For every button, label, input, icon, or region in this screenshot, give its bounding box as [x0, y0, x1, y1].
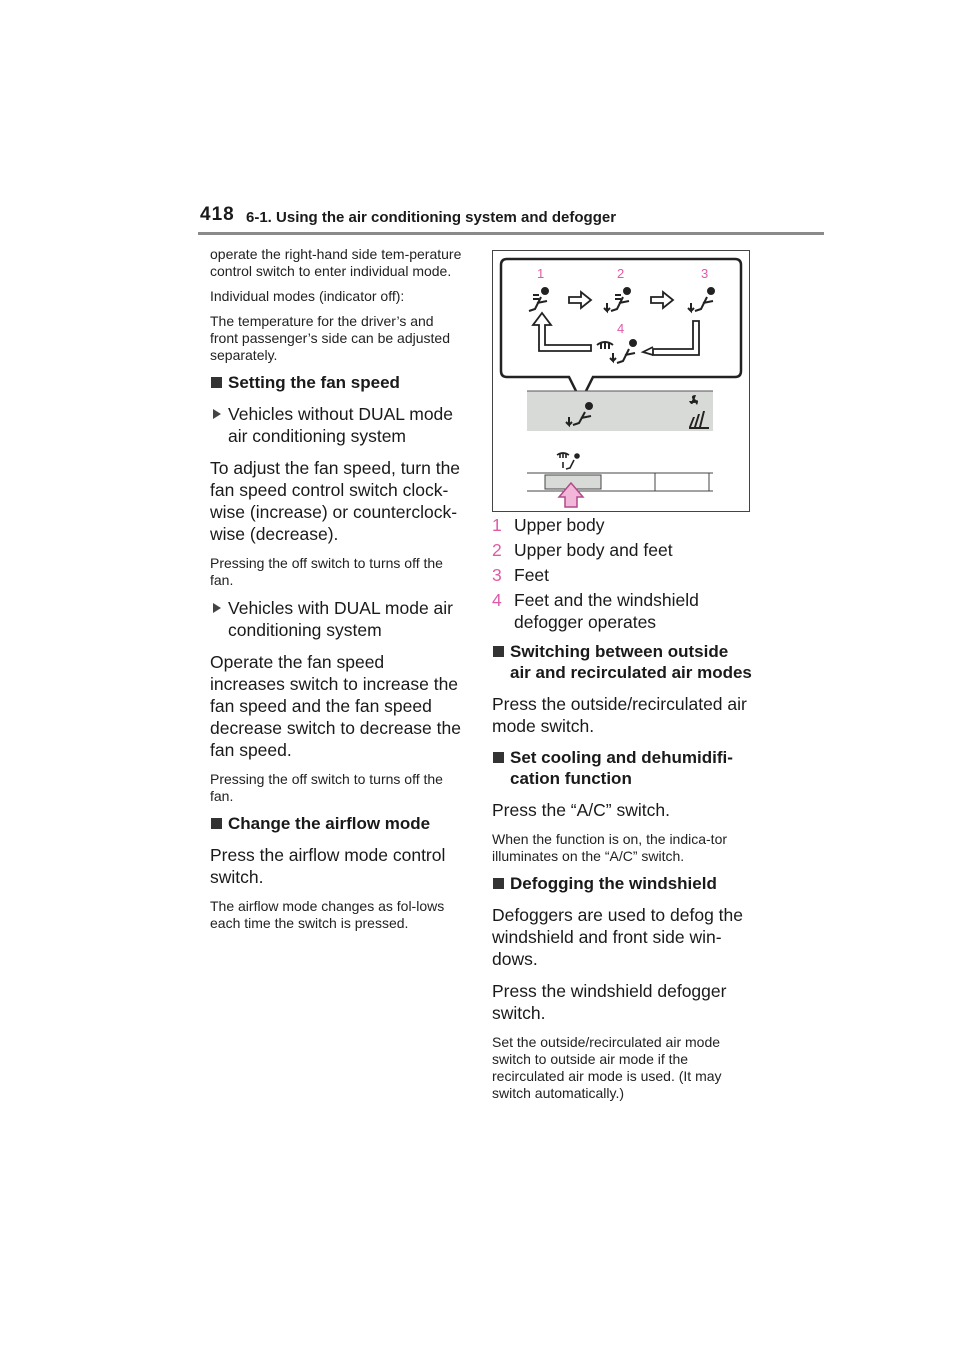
item-number: 1: [492, 515, 502, 535]
paragraph: Defoggers are used to defog the windshield and front side win-dows.: [492, 905, 744, 969]
item-text: Upper body and feet: [514, 540, 673, 560]
airflow-mode-list: [492, 514, 752, 633]
triangle-bullet-icon: [213, 409, 221, 419]
list-item: [492, 564, 752, 586]
paragraph: Operate the fan speed increases switch to increase the fan speed and the fan speed decrease switch to decrease the fan speed.: [210, 652, 461, 760]
item-text: Feet and the windshield defogger operates: [514, 590, 699, 632]
paragraph: Individual modes (indicator off):: [210, 288, 405, 304]
left-column: [210, 246, 462, 940]
label-4: 4: [617, 321, 625, 336]
item-text: Feet: [514, 565, 550, 585]
label-2: 2: [617, 266, 625, 281]
heading-switching-air-modes: Switching between outside air and recirculated air modes: [492, 641, 752, 683]
feet-windshield-vent-icon: [557, 453, 579, 469]
list-item: [492, 589, 752, 633]
subheading-with-dual: [210, 597, 462, 641]
heading-airflow-mode: Change the airflow mode: [210, 813, 462, 834]
page-number: 418: [200, 204, 235, 225]
subheading-without-dual: [210, 403, 462, 447]
item-number: 4: [492, 590, 502, 610]
list-item: [492, 539, 752, 561]
display-panel: [527, 391, 713, 431]
heading-cooling: Set cooling and dehumidifi-cation function: [492, 747, 752, 789]
subheading-text: Vehicles with DUAL mode air conditioning system: [228, 598, 454, 640]
triangle-bullet-icon: [213, 603, 221, 613]
heading-fan-speed: Setting the fan speed: [210, 372, 462, 393]
right-column: [492, 514, 752, 1110]
paragraph: Press the “A/C” switch.: [492, 800, 670, 820]
paragraph: Press the windshield defogger switch.: [492, 981, 727, 1023]
paragraph: Pressing the off switch to turns off the fan.: [210, 555, 443, 588]
heading-defogging: Defogging the windshield: [492, 873, 752, 894]
page-header: [198, 202, 824, 238]
paragraph: Press the outside/recirculated air mode switch.: [492, 694, 747, 736]
paragraph: When the function is on, the indica-tor illuminates on the “A/C” switch.: [492, 831, 728, 864]
item-number: 3: [492, 565, 502, 585]
paragraph: Press the airflow mode control switch.: [210, 845, 446, 887]
paragraph: To adjust the fan speed, turn the fan speed control switch clock-wise (increase) or counterclock-wise (decrease).: [210, 458, 461, 544]
item-text: Upper body: [514, 515, 605, 535]
paragraph: The airflow mode changes as fol-lows each time the switch is pressed.: [210, 898, 445, 931]
paragraph: operate the right-hand side tem-perature control switch to enter individual mode.: [210, 246, 462, 279]
item-number: 2: [492, 540, 502, 560]
subheading-text: Vehicles without DUAL mode air conditioning system: [228, 404, 454, 446]
list-item: [492, 514, 752, 536]
airflow-diagram: [493, 251, 749, 511]
label-1: 1: [537, 266, 545, 281]
label-3: 3: [701, 266, 709, 281]
paragraph: Set the outside/recirculated air mode switch to outside air mode if the recirculated air mode is used. (It may switch automatically.): [492, 1034, 722, 1101]
section-title: 6-1. Using the air conditioning system and defogger: [246, 209, 617, 226]
paragraph: The temperature for the driver’s and front passenger’s side can be adjusted separately.: [210, 313, 450, 363]
header-rule: [198, 232, 824, 235]
airflow-mode-figure: [492, 250, 750, 512]
paragraph: Pressing the off switch to turns off the fan.: [210, 771, 443, 804]
